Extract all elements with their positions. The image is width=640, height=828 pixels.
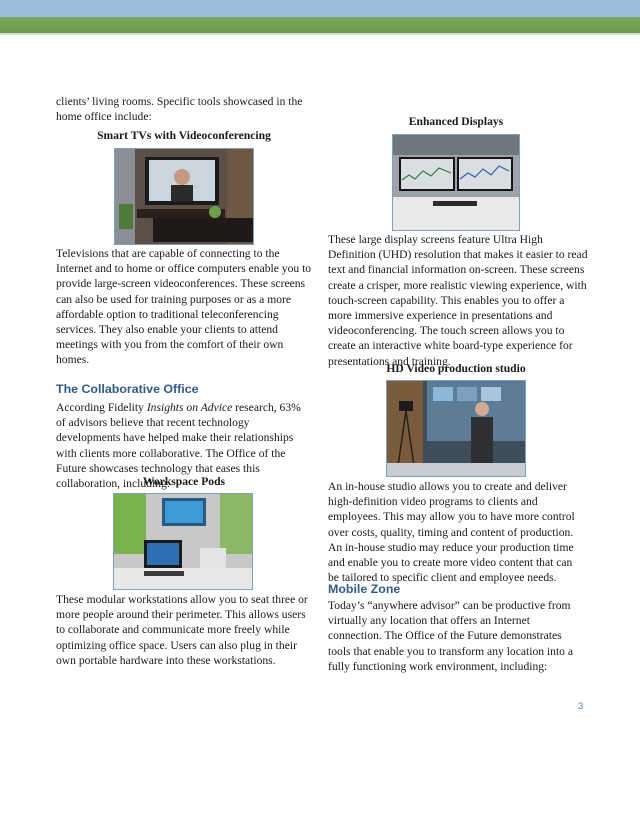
- collab-heading: The Collaborative Office: [56, 382, 199, 396]
- header-band-green: [0, 17, 640, 35]
- displays-caption: Enhanced Displays: [408, 115, 504, 128]
- intro-text: clients’ living rooms. Specific tools showcased in the home office include:: [56, 95, 303, 124]
- studio-illustration: [387, 381, 525, 476]
- smart-tv-caption: Smart TVs with Videoconferencing: [97, 129, 271, 142]
- displays-body: These large display screens feature Ultra High Definition (UHD) resolution that makes it easier to read text and financial information on-screen. These screens create a crisper, more realistic viewing experience, with touch-screen capability. This enables you to offer a more immersive experience in presentations and videoconferencing. The touch screen allows you to create an interactive white board-type experience for presentations and training.: [328, 233, 588, 368]
- studio-caption: HD Video production studio: [386, 362, 526, 375]
- collab-body-start: According Fidelity: [56, 401, 147, 414]
- smart-tv-photo: [114, 148, 254, 245]
- header-band-top: [0, 0, 640, 17]
- displays-illustration: [393, 135, 519, 230]
- pods-caption: Workspace Pods: [142, 475, 226, 488]
- mobile-heading: Mobile Zone: [328, 582, 401, 596]
- studio-photo: [386, 380, 526, 477]
- smart-tv-body: Televisions that are capable of connecting to the Internet and to home or office computers enable you to provide large-screen videoconferences. These screens can also be used for training purposes or as a more affordable option to traditional teleconferencing services. They also enable your clients to attend meetings with you from the comfort of their own homes.: [56, 247, 312, 367]
- pods-illustration: [114, 494, 252, 589]
- pods-photo: [113, 493, 253, 590]
- smart-tv-illustration: [115, 149, 253, 244]
- studio-body: An in-house studio allows you to create and deliver high-definition video programs to clients and employees. This may allow you to have more control over costs, quality, timing and content of production. An in-house studio may reduce your production time and enable you to create more video content that can be tailored to specific client and employee needs.: [328, 480, 575, 585]
- displays-photo: [392, 134, 520, 231]
- pods-body: These modular workstations allow you to seat three or more people around their perimeter. This allows users to collaborate and communicate more freely while optimizing office space. Users can also plug in their own portable hardware into these workstations.: [56, 593, 308, 667]
- page-number: 3: [578, 701, 584, 712]
- collab-body-end: research, 63% of advisors believe that recent technology developments have helped make their relationships with clients more collaborative. The Office of the Future showcases technology that eases this collaboration, including:: [56, 401, 301, 491]
- collab-body-italic: Insights on Advice: [146, 401, 233, 414]
- mobile-body: Today’s “anywhere advisor” can be productive from virtually any location that offers an Internet connection. The Office of the Future demonstrates tools that enable you to transform any location into a fully functioning work environment, including:: [328, 599, 574, 673]
